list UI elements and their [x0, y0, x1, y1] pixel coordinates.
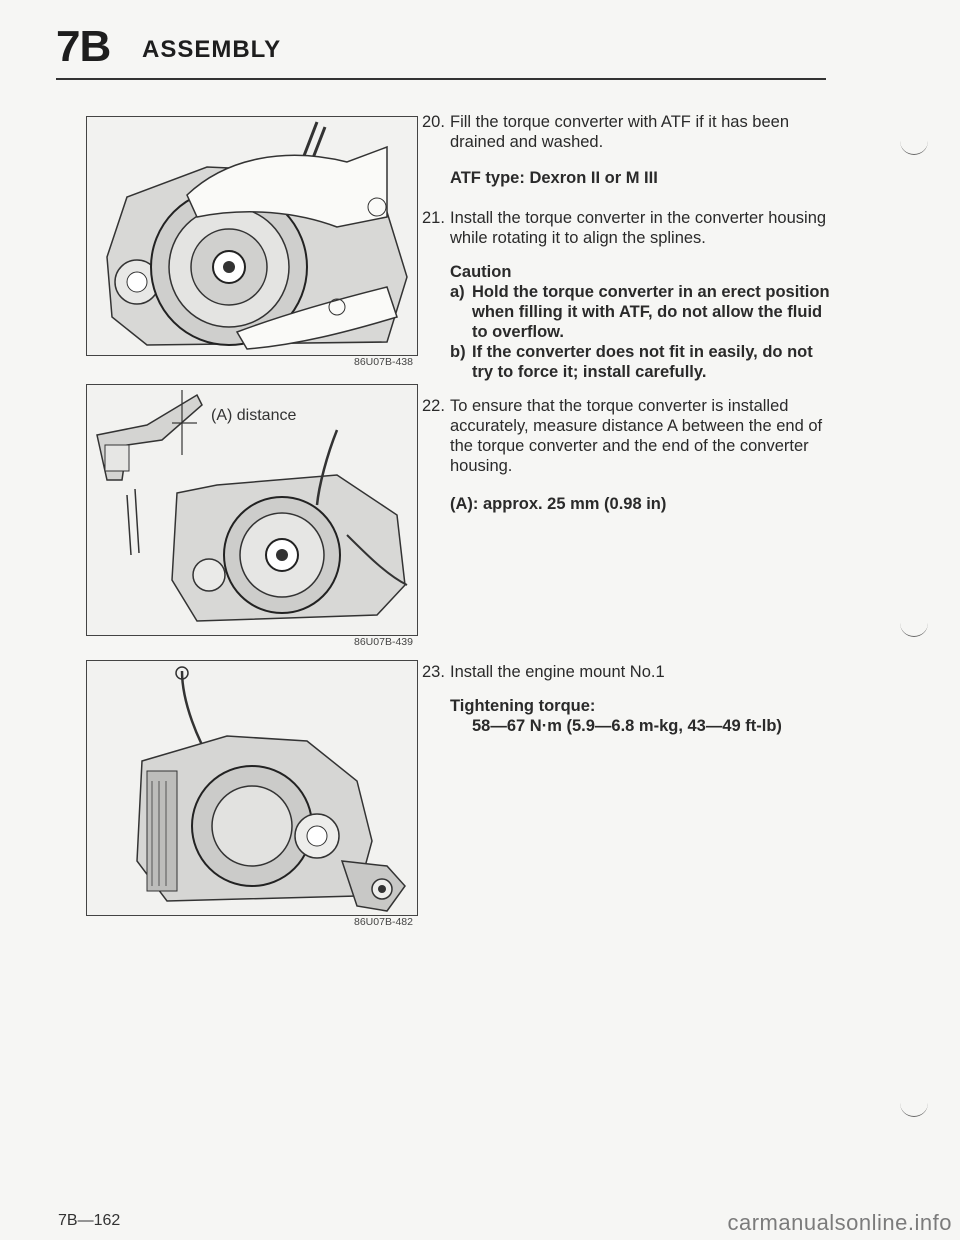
step-text: To ensure that the torque converter is installed accurately, measure distance A between the end of the torque converter and the end of the converter housing.	[450, 397, 823, 475]
step-text: Install the torque converter in the converter housing while rotating it to align the splines.	[450, 209, 827, 247]
step-number: 20.	[422, 113, 445, 131]
section-title: ASSEMBLY	[142, 36, 282, 63]
scan-mark	[900, 616, 928, 637]
header-rule	[56, 78, 826, 80]
site-watermark: carmanualsonline.info	[727, 1210, 952, 1235]
step-number: 22.	[422, 397, 445, 415]
scan-mark	[900, 134, 928, 155]
page-number: 7B—162	[58, 1212, 121, 1229]
caution-text: Hold the torque converter in an erect position when filling it with ATF, do not allow the fluid to overflow.	[472, 283, 830, 341]
caution-item-a	[450, 282, 830, 342]
figure-caption: 86U07B-438	[354, 356, 413, 368]
steps-column-lower	[422, 662, 830, 736]
distance-label: (A) distance	[211, 407, 297, 424]
step-21	[422, 208, 830, 248]
caution-title: Caution	[450, 263, 512, 281]
atf-type-spec: ATF type: Dexron II or M III	[450, 169, 658, 187]
transaxle-illustration-1	[87, 117, 417, 355]
steps-column	[422, 112, 830, 514]
caution-marker: a)	[450, 283, 465, 301]
step-22	[422, 396, 830, 476]
distance-spec: (A): approx. 25 mm (0.98 in)	[450, 495, 667, 513]
step-number: 21.	[422, 209, 445, 227]
figure-engine-mount	[86, 660, 418, 916]
torque-spec-label: Tightening torque:	[450, 697, 596, 715]
section-number: 7B	[56, 22, 111, 71]
figure-install-converter	[86, 116, 418, 356]
step-23	[422, 662, 830, 682]
step-20	[422, 112, 830, 152]
scan-mark	[900, 1096, 928, 1117]
caution-item-b	[450, 342, 830, 382]
caution-block	[422, 262, 830, 382]
torque-spec-value: 58—67 N·m (5.9—6.8 m-kg, 43—49 ft-lb)	[472, 717, 782, 735]
figure-caption: 86U07B-482	[354, 916, 413, 928]
figure-distance	[86, 384, 418, 636]
caution-marker: b)	[450, 343, 466, 361]
transaxle-illustration-3	[87, 661, 417, 915]
figure-caption: 86U07B-439	[354, 636, 413, 648]
caution-text: If the converter does not fit in easily, do not try to force it; install carefully.	[472, 343, 813, 381]
step-text: Fill the torque converter with ATF if it has been drained and washed.	[450, 113, 790, 151]
step-number: 23.	[422, 663, 445, 681]
step-text: Install the engine mount No.1	[450, 663, 665, 681]
